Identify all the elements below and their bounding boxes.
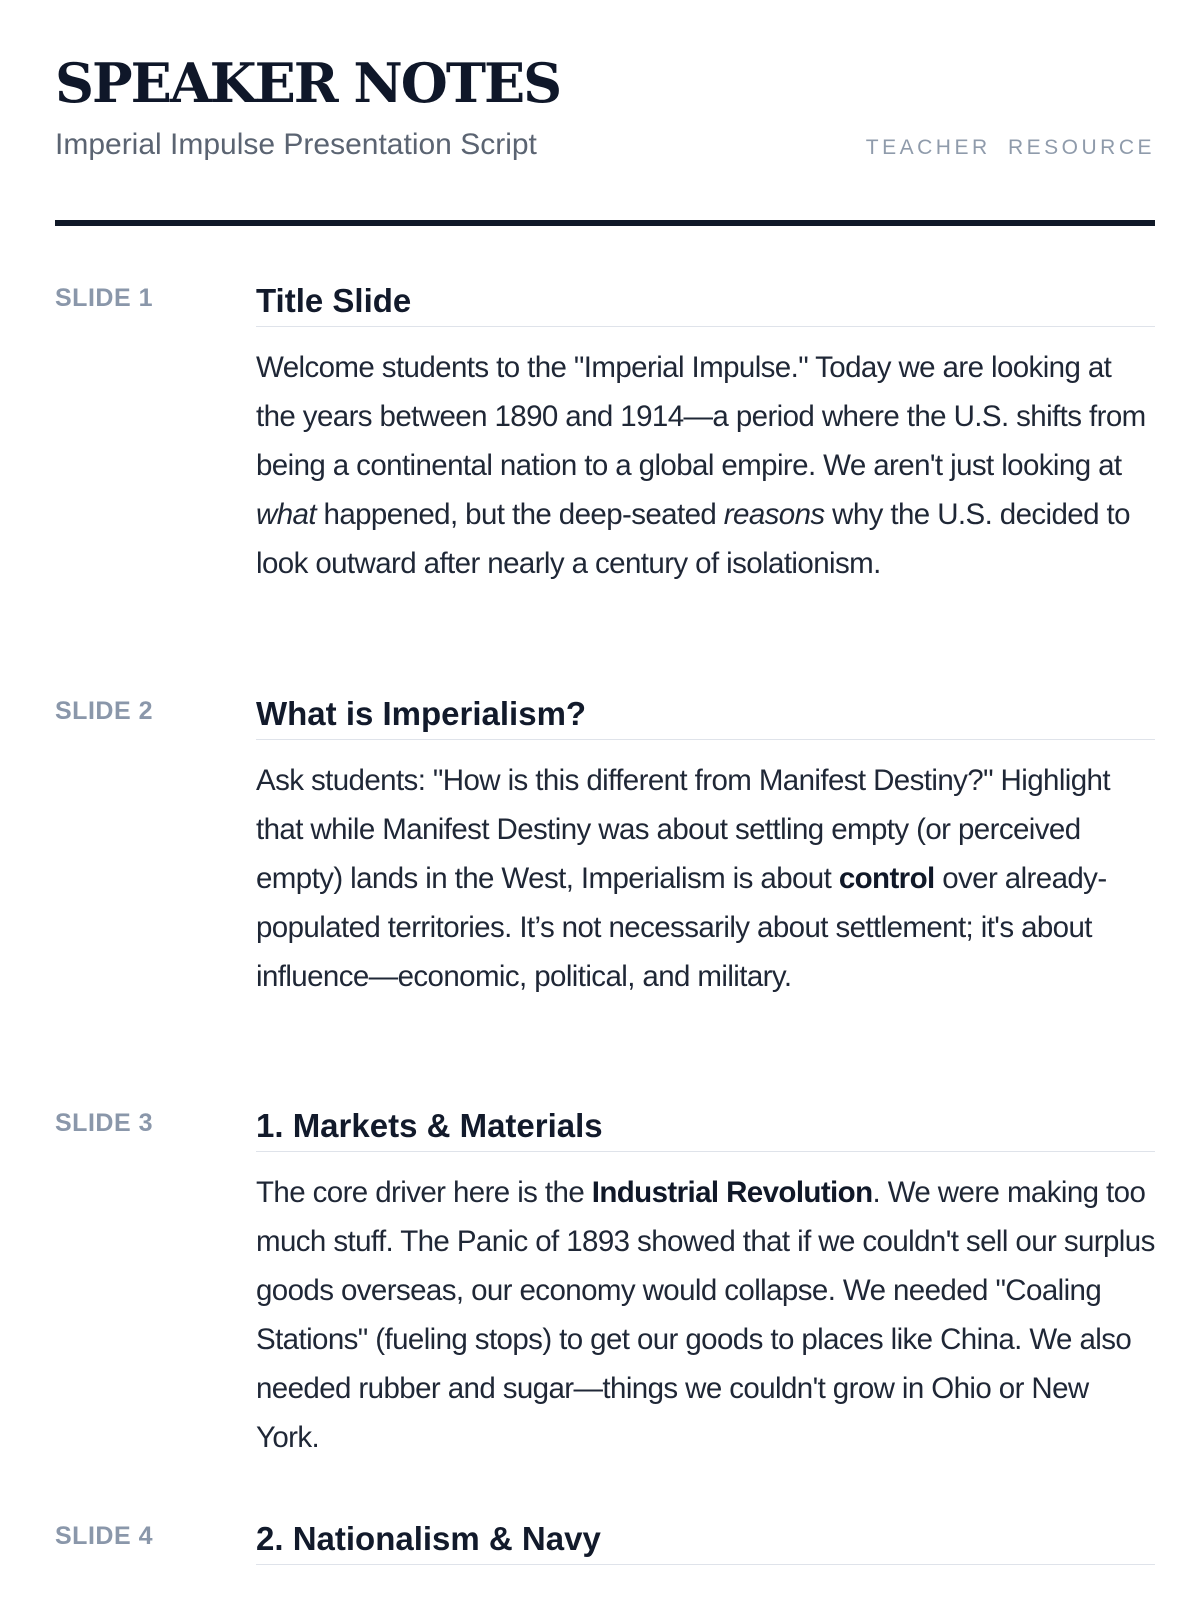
document-subtitle: Imperial Impulse Presentation Script bbox=[55, 128, 537, 161]
notes-text-run: happened, but the deep-seated bbox=[315, 498, 724, 531]
notes-text-run: why the U.S. decided to look outward after nearly a century of isolationism. bbox=[256, 498, 1130, 580]
slide-label: SLIDE 2 bbox=[55, 697, 153, 725]
slide-notes-text bbox=[256, 343, 1155, 588]
slide-body bbox=[256, 280, 1155, 588]
slide-heading: 1. Markets & Materials bbox=[256, 1105, 1155, 1152]
slide-heading: What is Imperialism? bbox=[256, 693, 1155, 740]
notes-text-run: Ask students: "How is this different from Manifest Destiny?" Highlight that while Manifest Destiny was about settling empty (or perceived empty) lands in the West, Imperialism is about bbox=[256, 764, 1110, 895]
slide-label: SLIDE 4 bbox=[55, 1522, 153, 1550]
slide-body bbox=[256, 1518, 1155, 1565]
slide-heading: Title Slide bbox=[256, 280, 1155, 327]
slide-label: SLIDE 1 bbox=[55, 284, 153, 312]
notes-emphasis-italic: what bbox=[256, 498, 316, 531]
notes-emphasis-italic: reasons bbox=[723, 498, 825, 531]
slide-notes-text bbox=[256, 1168, 1155, 1462]
notes-text-run: The core driver here is the bbox=[256, 1176, 592, 1209]
slide-notes-text bbox=[256, 756, 1155, 1001]
slide-heading: 2. Nationalism & Navy bbox=[256, 1518, 1155, 1565]
notes-text-run: . We were making too much stuff. The Panic of 1893 showed that if we couldn't sell our surplus goods overseas, our economy would collapse. We needed "Coaling Stations" (fueling stops) to get our goods to places like China. We also needed rubber and sugar—things we couldn't grow in Ohio or New York. bbox=[256, 1176, 1155, 1454]
teacher-resource-label: TEACHER RESOURCE bbox=[865, 136, 1155, 159]
header-divider bbox=[55, 220, 1155, 226]
notes-emphasis-bold: control bbox=[838, 862, 935, 895]
document-title: SPEAKER NOTES bbox=[55, 51, 561, 115]
slide-body bbox=[256, 693, 1155, 1001]
slide-label: SLIDE 3 bbox=[55, 1109, 153, 1137]
speaker-notes-page bbox=[55, 0, 1155, 1557]
notes-text-run: over already-populated territories. It’s not necessarily about settlement; it's about influence—economic, political, and military. bbox=[256, 862, 1107, 993]
slide-body bbox=[256, 1105, 1155, 1462]
notes-emphasis-bold: Industrial Revolution bbox=[591, 1176, 873, 1209]
notes-text-run: Welcome students to the "Imperial Impulse." Today we are looking at the years between 1890 and 1914—a period where the U.S. shifts from being a continental nation to a global empire. We aren't just looking at bbox=[256, 351, 1146, 482]
document-header bbox=[55, 0, 1155, 228]
